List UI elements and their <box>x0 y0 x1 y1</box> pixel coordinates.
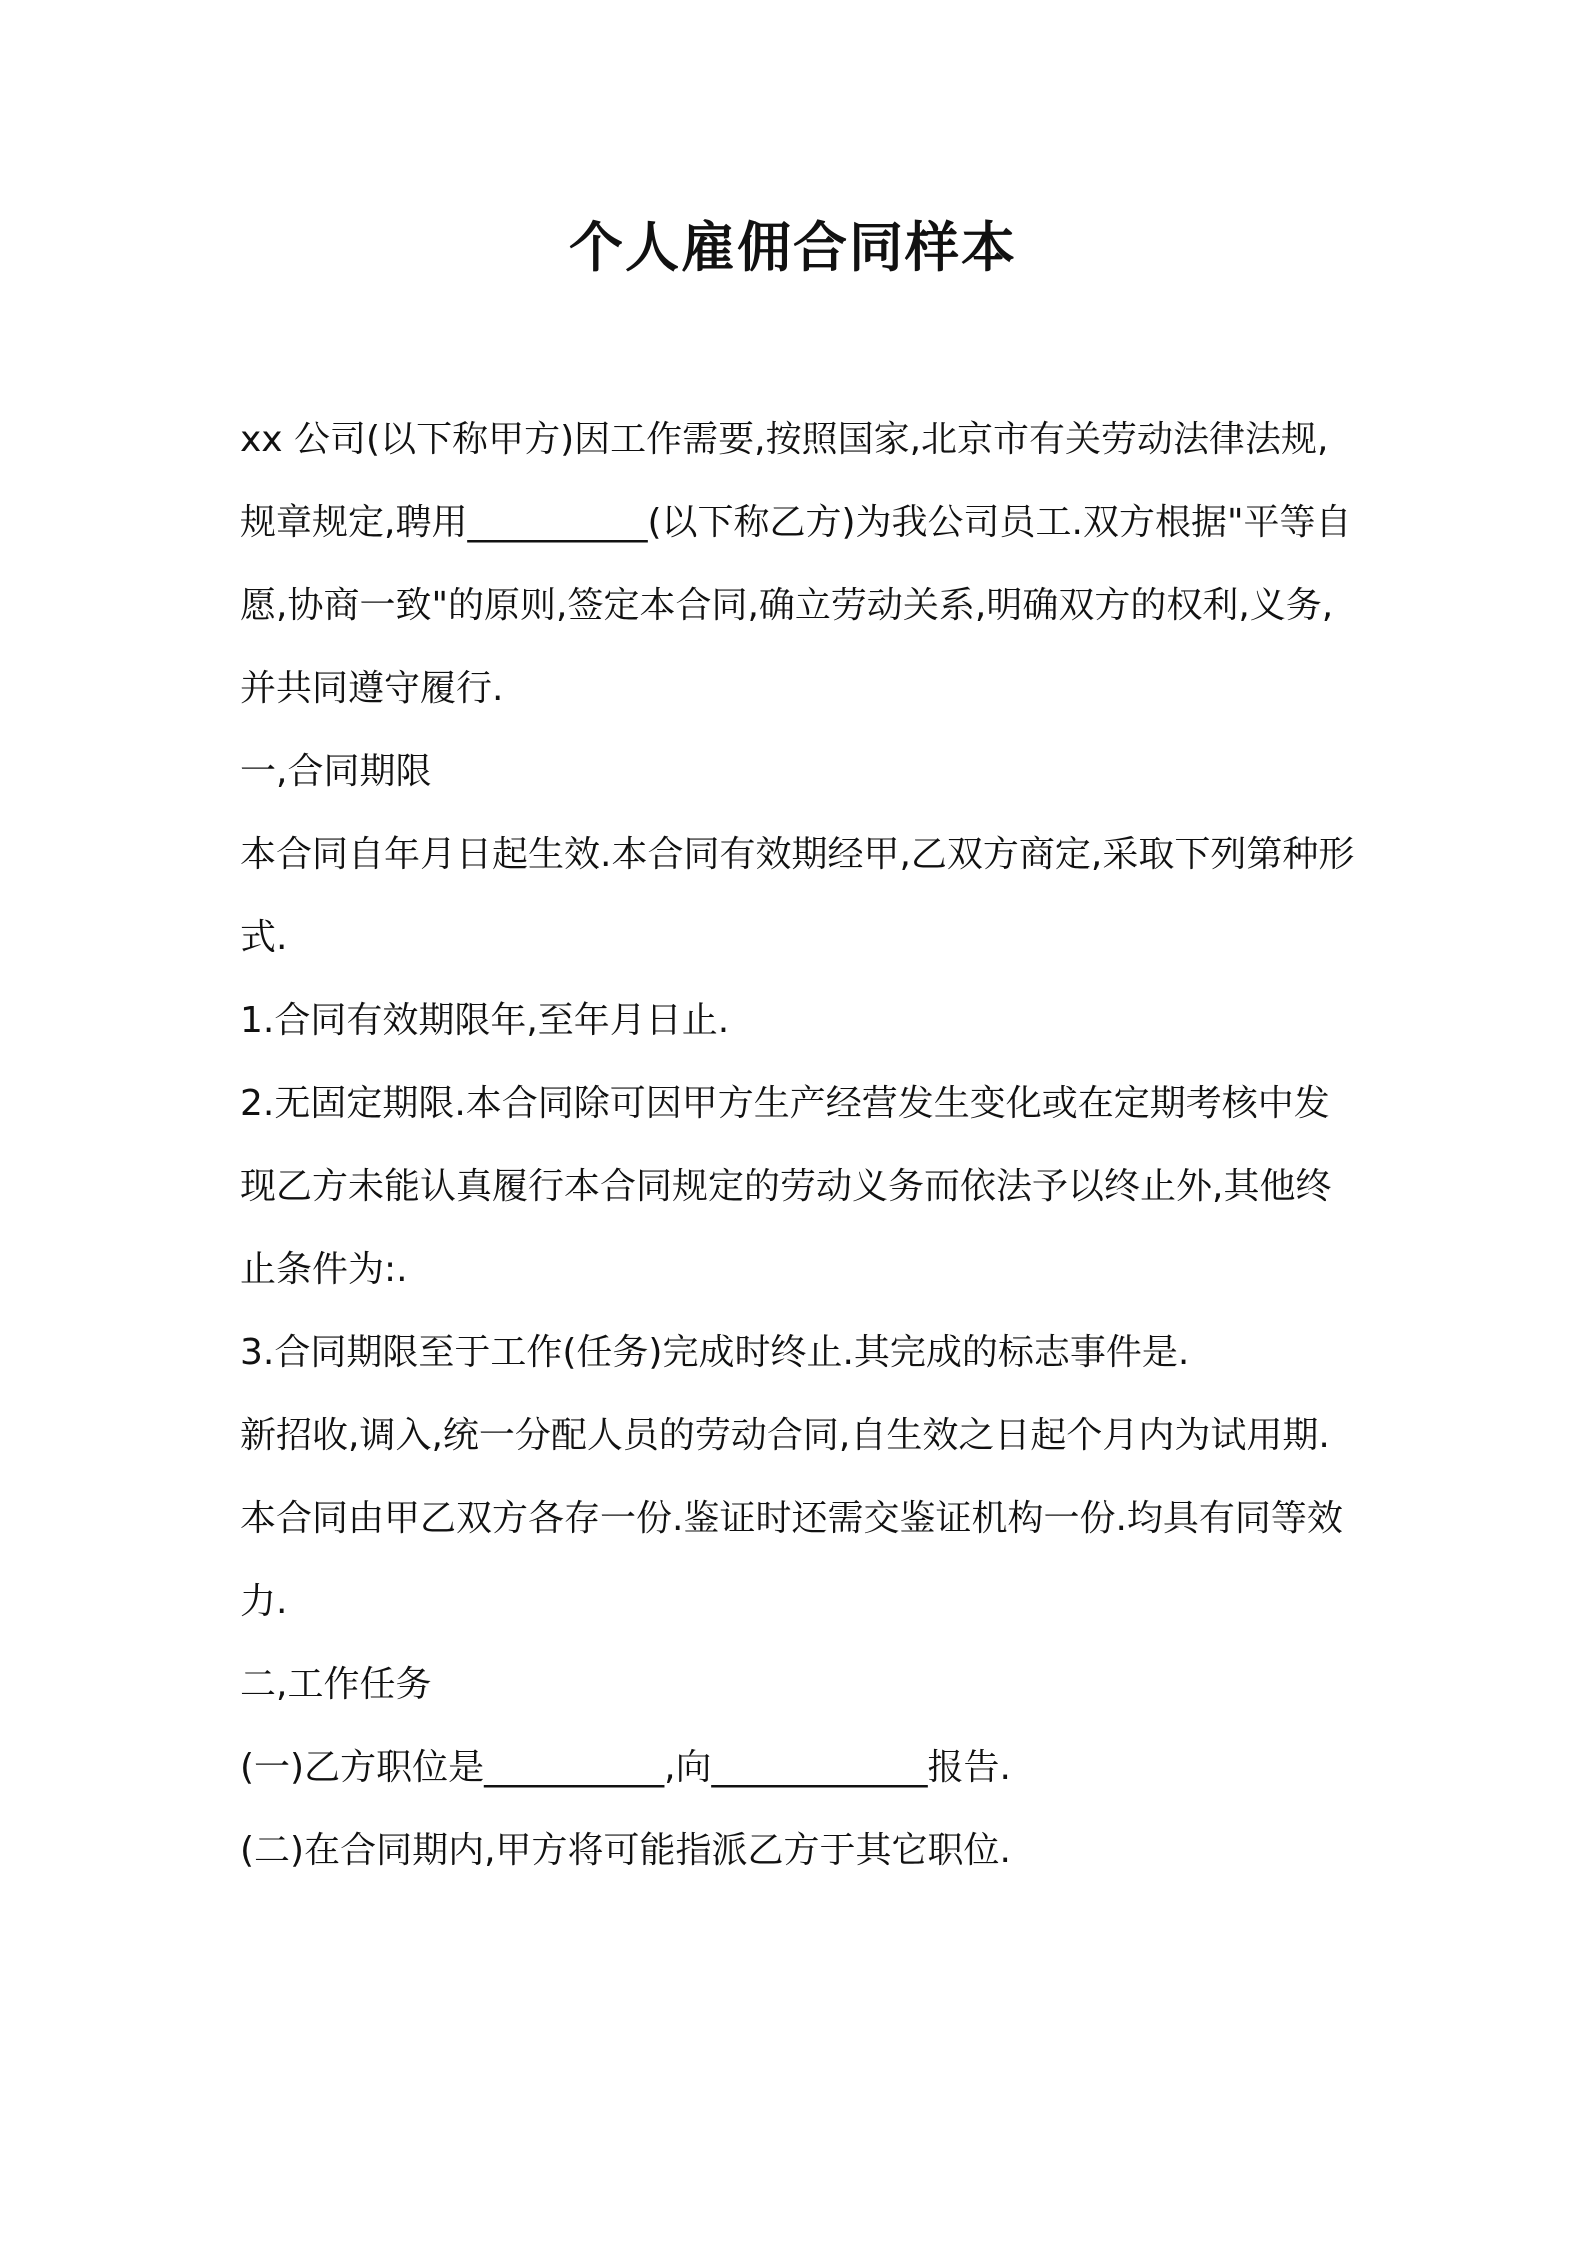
clause-task-based-term: 3.合同期限至于工作(任务)完成时终止.其完成的标志事件是. <box>240 1332 1190 1373</box>
document-title: 个人雇佣合同样本 <box>569 216 1017 279</box>
paragraph-probation: 新招收,调入,统一分配人员的劳动合同,自生效之日起个月内为试用期. <box>240 1415 1330 1456</box>
clause-reassignment: (二)在合同期内,甲方将可能指派乙方于其它职位. <box>240 1830 1011 1871</box>
clause-open-term: 2.无固定期限.本合同除可因甲方生产经营发生变化或在定期考核中发现乙方未能认真履行本合同规定的劳动义务而依法予以终止外,其他终止条件为:. <box>240 1083 1332 1290</box>
clause-fixed-term: 1.合同有效期限年,至年月日止. <box>240 1000 730 1041</box>
clause-position: (一)乙方职位是__________,向____________报告. <box>240 1747 1011 1788</box>
paragraph-effective-date: 本合同自年月日起生效.本合同有效期经甲,乙双方商定,采取下列第种形式. <box>240 834 1355 958</box>
document-body <box>240 398 1360 1892</box>
section-heading-contract-term: 一,合同期限 <box>240 751 432 792</box>
paragraph-copies: 本合同由甲乙双方各存一份.鉴证时还需交鉴证机构一份.均具有同等效力. <box>240 1498 1343 1622</box>
section-heading-work-tasks: 二,工作任务 <box>240 1664 432 1705</box>
intro-paragraph: xx 公司(以下称甲方)因工作需要,按照国家,北京市有关劳动法律法规,规章规定,聘用__________(以下称乙方)为我公司员工.双方根据"平等自愿,协商一致"的原则,签定本合同,确立劳动关系,明确双方的权利,义务,并共同遵守履行. <box>240 419 1352 709</box>
